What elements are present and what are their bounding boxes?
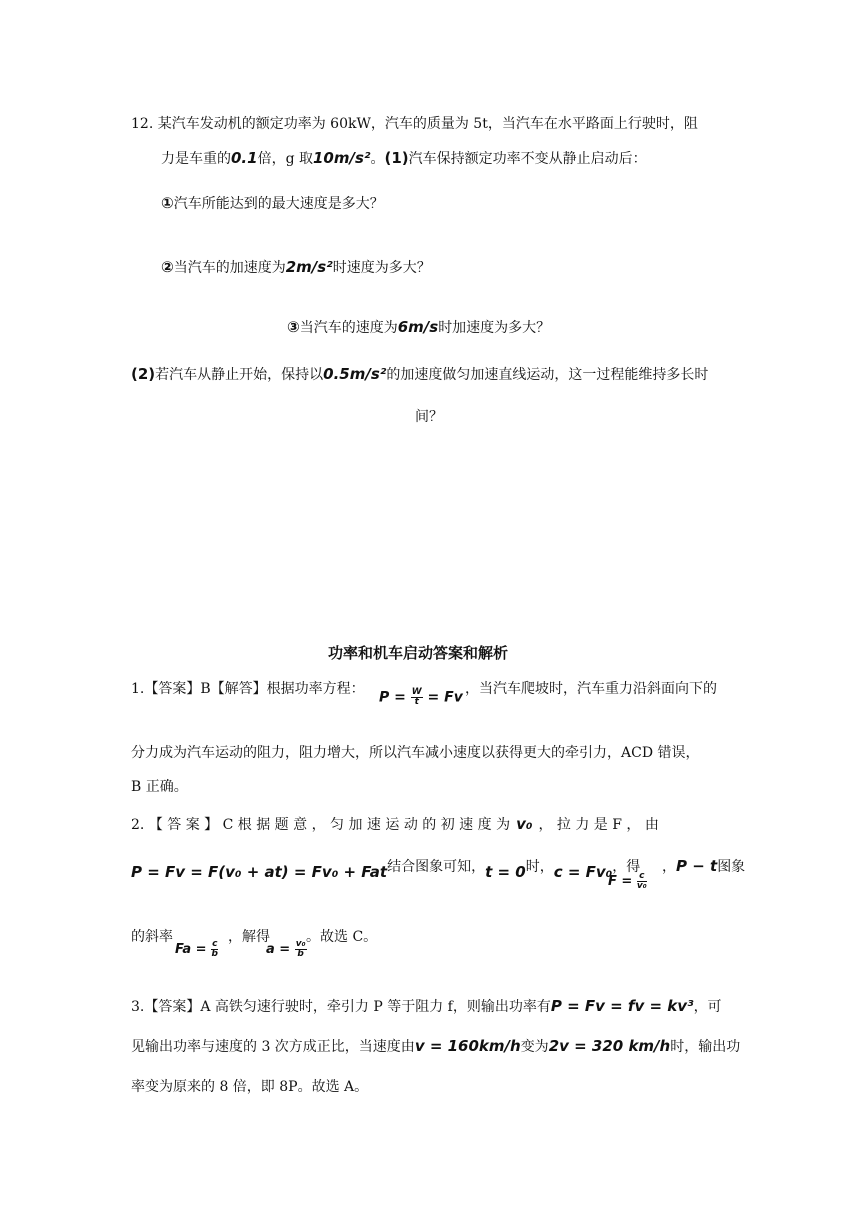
answer3-line2: [131, 1036, 740, 1056]
q12-sub3-math: 6m/s: [397, 318, 439, 336]
circled-one-mark: ①: [161, 194, 174, 212]
answer3-text: 时，输出功: [670, 1039, 741, 1055]
answer2-a-formula: a = $\frac{\text{v₀}}{b}$: [266, 939, 306, 959]
q12-line1: [131, 113, 698, 133]
q12-part2-text: 若汽车从静止开始，保持以: [155, 367, 324, 383]
answers-title: 功率和机车启动答案和解析: [328, 644, 509, 662]
answer2-text: 结合图象可知，: [387, 859, 486, 875]
answer2-text: ，: [662, 859, 676, 875]
q12-sub2: [161, 257, 431, 277]
q12-sub3-text: 时加速度为多大？: [438, 320, 551, 336]
q12-line2: [161, 148, 647, 168]
answer2-line2-tail: [662, 856, 745, 876]
answer3-text: 变为: [520, 1039, 549, 1055]
q12-text: 倍，g 取: [257, 151, 313, 167]
answer2-line3c: [306, 926, 377, 946]
answer2-v0: v₀: [516, 815, 533, 833]
answer2-line1: [131, 814, 659, 834]
answer2-t0: t = 0: [485, 863, 526, 881]
q12-sub1-text: 汽车所能达到的最大速度是多大？: [173, 196, 384, 212]
answer1-line2: [131, 742, 700, 762]
answer2-text: ， 拉 力 是 F ， 由: [538, 817, 659, 833]
answer1-text: B 正确。: [131, 779, 188, 795]
answer3-text: 3.【答案】A 高铁匀速行驶时，牵引力 P 等于阻力 f，则输出功率有: [131, 999, 551, 1015]
q12-sub3-text: 当汽车的速度为: [299, 320, 398, 336]
q12-part2-mark: (2): [131, 365, 156, 383]
answer2-line2: [131, 859, 641, 882]
q12-sub3: [287, 317, 550, 337]
answer3-formula: P = Fv = fv = kv³: [550, 997, 694, 1015]
answer1-line1: [131, 678, 365, 698]
answer2-pt: P − t: [676, 857, 718, 875]
answer2-text: ，解得: [228, 929, 270, 945]
answer2-text: 图象: [717, 859, 746, 875]
answer2-formula: P = Fv = F(v₀ + at) = Fv₀ + Fat: [131, 863, 388, 881]
q12-part2-math: 0.5m/s²: [323, 365, 387, 383]
answer1-line1b: [465, 678, 717, 698]
answer2-line3b: [228, 926, 270, 946]
answer2-line3: [131, 926, 173, 946]
answer2-text: ，得: [612, 859, 641, 875]
answer2-text: 2. 【 答 案 】 C 根 据 题 意 ， 匀 加 速 运 动 的 初 速 度 为: [131, 817, 511, 833]
q12-part2-text: 间？: [415, 409, 443, 425]
q12-sub1: [161, 193, 384, 213]
q12-part2: [131, 364, 708, 384]
answer1-text: 分力成为汽车运动的阻力，阻力增大，所以汽车减小速度以获得更大的牵引力，ACD 错误，: [131, 745, 700, 761]
q12-text: 力是车重的: [161, 151, 231, 167]
q12-text: 汽车保持额定功率不变从静止启动后：: [408, 151, 647, 167]
answer2-Fa-formula: Fa = $\frac{c}{b}$: [175, 939, 218, 959]
q12-math-g: 10m/s²: [313, 149, 371, 167]
answer3-line3: [131, 1076, 368, 1096]
answer1-text: ，当汽车爬坡时，汽车重力沿斜面向下的: [465, 681, 717, 697]
answer3-text: ，可: [693, 999, 722, 1015]
answer2-text: 时，: [525, 859, 554, 875]
circled-three-mark: ③: [287, 318, 300, 336]
q12-part2-cont: [415, 406, 443, 426]
answer3-v2: 2v = 320 km/h: [548, 1037, 671, 1055]
answer1-formula: P = $\frac{W}{t}$ = Fv: [379, 687, 463, 707]
q12-text: 。: [370, 151, 385, 167]
answer2-c: c = Fv₀: [553, 863, 613, 881]
q12-part2-text: 的加速度做匀加速直线运动，这一过程能维持多长时: [386, 367, 709, 383]
q12-sub2-math: 2m/s²: [285, 258, 333, 276]
q12-text-line1: 12. 某汽车发动机的额定功率为 60kW，汽车的质量为 5t，当汽车在水平路面上行驶时，阻: [131, 116, 698, 132]
q12-sub2-text: 当汽车的加速度为: [173, 260, 286, 276]
answer2-text: 的斜率: [131, 929, 173, 945]
answer2-text: 。故选 C。: [306, 929, 378, 945]
circled-two-mark: ②: [161, 258, 174, 276]
q12-sub2-text: 时速度为多大？: [332, 260, 431, 276]
answer1-line3: [131, 776, 188, 796]
answer3-text: 见输出功率与速度的 3 次方成正比，当速度由: [131, 1039, 415, 1055]
q12-part1-mark: (1): [384, 149, 409, 167]
q12-math-ratio: 0.1: [231, 149, 258, 167]
answer2-F-formula: F = $\frac{c}{\text{v₀}}$: [608, 871, 647, 891]
answer3-v1: v = 160km/h: [414, 1037, 521, 1055]
answer3-line1: [131, 996, 722, 1016]
answer3-text: 率变为原来的 8 倍，即 8P。故选 A。: [131, 1079, 369, 1095]
answer1-text: 1.【答案】B【解答】根据功率方程：: [131, 681, 365, 697]
